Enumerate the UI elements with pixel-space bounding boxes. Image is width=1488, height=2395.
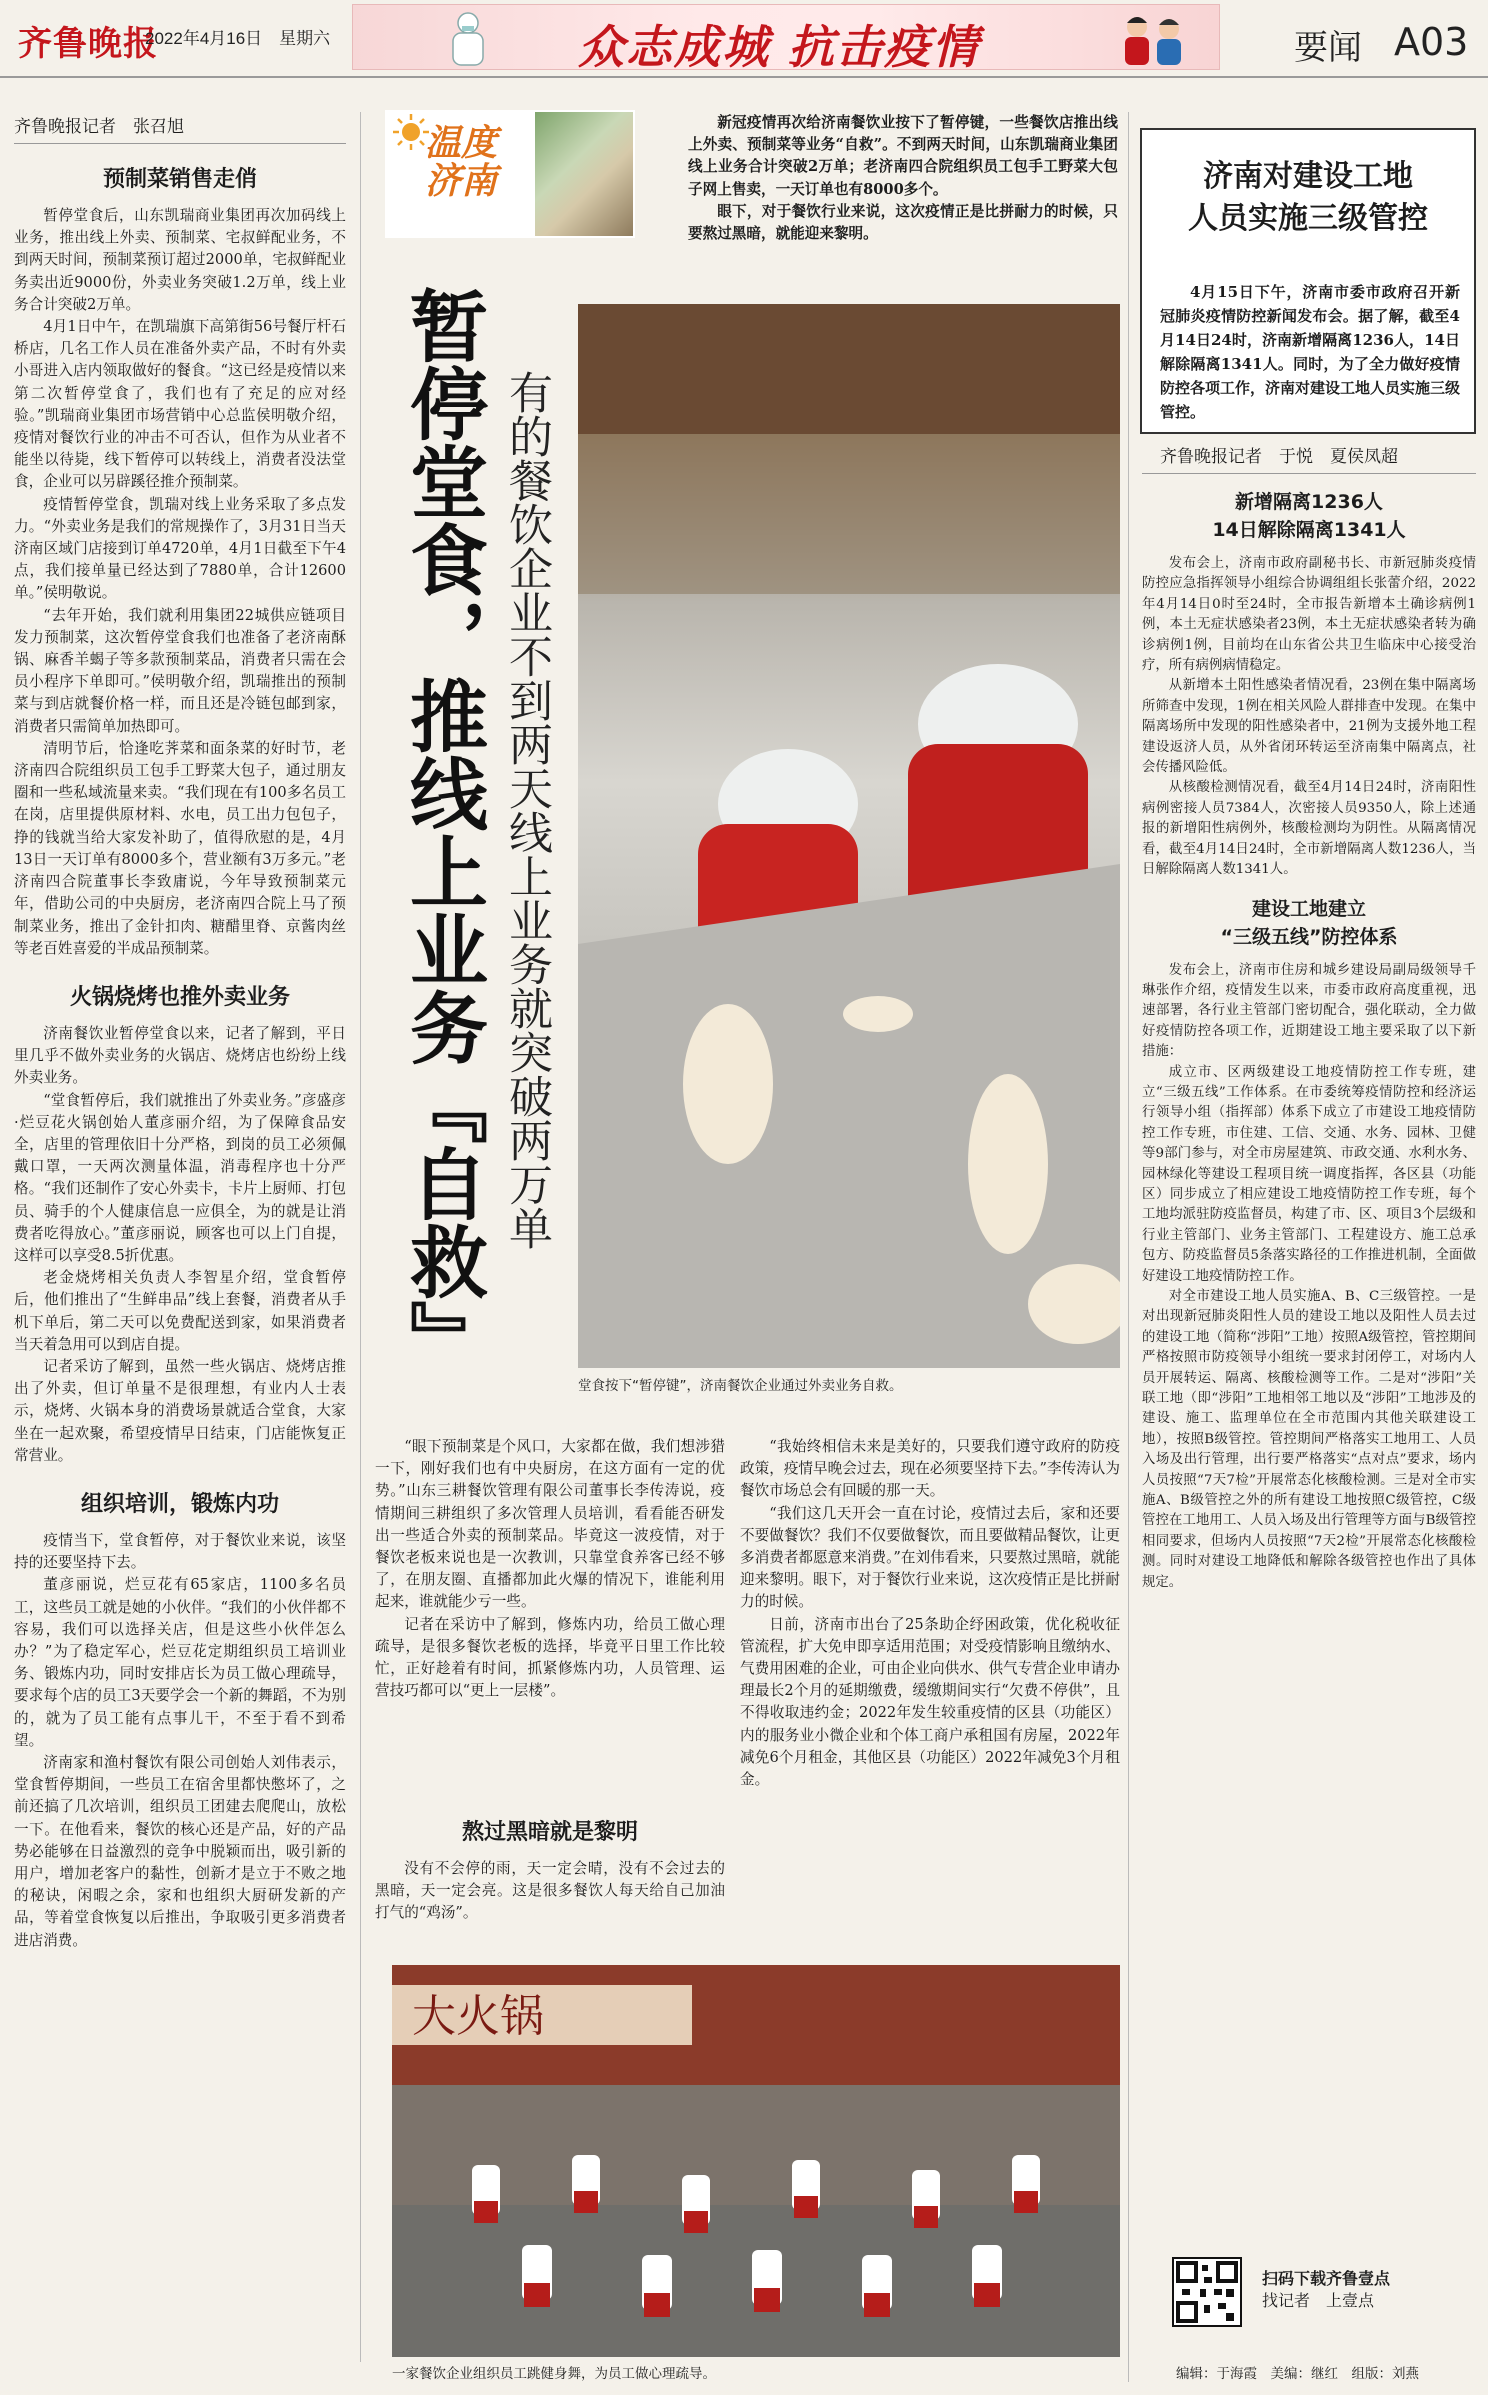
- paragraph: 成立市、区两级建设工地疫情防控工作专班，建立“三级五线”工作体系。在市委统筹疫情防控和经济运行领导小组（指挥部）体系下成立了市建设工地疫情防控工作专班，市住建、工信、交通、水务、园林、卫健等9部门参与，对全市房屋建筑、市政交通、水利水务、园林绿化等建设工程项目统一调度指挥，各区县（功能区）同步成立了相应建设工地疫情防控工作专班，每个工地均派驻防疫监督员，构建了市、区、项目3个层级和行业主管部门、业务主管部门、工程建设方、施工总承包方、防疫监督员5条落实路径的工作推进机制，全面做好建设工地疫情防控工作。: [1142, 1064, 1476, 1284]
- issue-date: 2022年4月16日 星期六: [145, 29, 331, 48]
- subheading-line: 14日解除隔离1341人: [1212, 519, 1406, 541]
- deck-headline: 有的餐饮企业不到两天线上业务就突破两万单: [501, 370, 552, 1250]
- box-headline-line: 济南对建设工地: [1203, 159, 1413, 194]
- header-divider: [0, 76, 1488, 78]
- paragraph: 从新增本土阳性感染者情况看，23例在集中隔离场所筛查中发现，1例在相关风险人群排查中发现。在集中隔离场所中发现的阳性感染者中，21例为支援外地工程建设返济人员，从外省闭环转运至济南集中隔离点，社会传播风险低。: [1142, 678, 1476, 776]
- medic-figure-icon: [433, 9, 503, 67]
- section-name: 要闻: [1294, 28, 1362, 68]
- editor-credits: 编辑：于海霞 美编：继红 组版：刘燕: [1176, 2366, 1419, 2382]
- kitchen-photo: [578, 304, 1120, 1368]
- paragraph: 日前，济南市出台了25条助企纾困政策，优化税收征管流程，扩大免申即享适用范围；对受疫情影响且缴纳水、气费用困难的企业，可由企业向供水、供气专营企业申请办理最长2个月的延期缴费，缓缴期间实行“欠费不停供”，且不得收取违约金；2022年发生较重疫情的区县（功能区）内的服务业小微企业和个体工商户承租国有房屋，2022年减免6个月租金，其他区县（功能区）2022年减免3个月租金。: [740, 1615, 1120, 1789]
- paragraph: 记者采访了解到，虽然一些火锅店、烧烤店推出了外卖，但订单量不是很理想，有业内人士表示，烧烤、火锅本身的消费场景就适合堂食，大家坐在一起欢聚，希望疫情早日结束，门店能恢复正常营业。: [14, 1357, 346, 1464]
- kitchen-scene: [578, 304, 1120, 1368]
- lede: [688, 112, 1118, 245]
- reporter-byline: 齐鲁晚报记者 张召旭: [14, 112, 346, 144]
- subheading-line: “三级五线”防控体系: [1220, 925, 1398, 948]
- subheading: [1142, 488, 1476, 544]
- paragraph: 暂停堂食后，山东凯瑞商业集团再次加码线上业务，推出线上外卖、预制菜、宅叔鲜配业务，不到两天时间，预制菜预订超过2000单，宅叔鲜配业务卖出近9000份，外卖业务突破1.2万单，线上业务合计突破2万单。: [14, 207, 346, 313]
- paragraph: “堂食暂停后，我们就推出了外卖业务。”彦盛彦·烂豆花火锅创始人董彦丽介绍，为了保障食品安全，店里的管理依旧十分严格，到岗的员工必须佩戴口罩，一天两次测量体温，消毒程序也十分严格。“我们还制作了安心外卖卡，卡片上厨师、打包员、骑手的个人健康信息一应俱全，为的就是让消费者吃得放心。”董彦丽说，顾客也可以上门自提，这样可以享受8.5折优惠。: [14, 1091, 346, 1264]
- paragraph: 没有不会停的雨，天一定会晴，没有不会过去的黑暗，天一定会亮。这是很多餐饮人每天给自己加油打气的“鸡汤”。: [375, 1860, 725, 1922]
- paragraph: 董彦丽说，烂豆花有65家店，1100多名员工，这些员工就是她的小伙伴。“我们的小伙伴都不容易，我们可以选择关店，但是这些小伙伴怎么办？”为了稳定军心，烂豆花定期组织员工培训业务、锻炼内功，同时安排店长为员工做心理疏导，要求每个店的员工3天要学会一个新的舞蹈，不为别的，就为了员工能有点事儿干，不至于看不到希望。: [14, 1576, 346, 1749]
- subheading: [1142, 895, 1476, 951]
- page-number: A03: [1394, 20, 1469, 64]
- dance-scene: [392, 1965, 1120, 2357]
- paragraph: 疫情暂停堂食，凯瑞对线上业务采取了多点发力。“外卖业务是我们的常规操作了，3月31日当天济南区域门店接到订单4720单，4月1日截至下午4点，我们接单量已经达到了7880单，合计12600单。”侯明敬说。: [14, 495, 346, 602]
- summary-box: [1140, 128, 1476, 434]
- paragraph: 济南餐饮业暂停堂食以来，记者了解到，平日里几乎不做外卖业务的火锅店、烧烤店也纷纷上线外卖业务。: [14, 1024, 346, 1087]
- paragraph: 对全市建设工地人员实施A、B、C三级管控。一是对出现新冠肺炎阳性人员的建设工地以及阳性人员去过的建设工地（简称“涉阳”工地）按照A级管控，管控期间严格按照市防疫领导小组统一要求封闭停工，对场内人员开展转运、隔离、核酸检测等工作。二是对“涉阳”关联工地（即“涉阳”工地相邻工地以及“涉阳”工地涉及的建设、施工、监理单位在全市范围内其他关联建设工地），按照B级管控。管控期间严格落实工地用工、人员入场及出行管理，出行要严格落实“点对点”要求，场内人员按照“7天7检”开展常态化核酸检测。三是对全市实施A、B级管控之外的所有建设工地按照C级管控，C级管控在工地用工、人员入场及出行管理等方面与B级管控相同要求，但场内人员按照“7天2检”开展常态化核酸检测。同时对建设工地降低和解除各级管控也作出了具体规定。: [1142, 1289, 1476, 1590]
- paragraph: 疫情当下，堂食暂停，对于餐饮业来说，该坚持的还要坚持下去。: [14, 1531, 346, 1572]
- photo-caption: 堂食按下“暂停键”，济南餐饮企业通过外卖业务自救。: [578, 1378, 903, 1394]
- lede-paragraph: 新冠疫情再次给济南餐饮业按下了暂停键，一些餐饮店推出线上外卖、预制菜等业务“自救”。不到两天时间，山东凯瑞商业集团线上业务合计突破2万单；老济南四合院组织员工包手工野菜大包子网上售卖，一天订单也有8000多个。: [688, 114, 1118, 198]
- paragraph: 济南家和渔村餐饮有限公司创始人刘伟表示，堂食暂停期间，一些员工在宿舍里都快憋坏了，之前还搞了几次培训，组织员工团建去爬爬山，放松一下。在他看来，餐饮的核心还是产品，好的产品势必能够在日益激烈的竞争中脱颖而出，吸引新的用户，增加老客户的黏性，创新才是立于不败之地的秘诀，闲暇之余，家和也组织大厨研发新的产品，等着堂食恢复以后推出，争取吸引更多消费者进店消费。: [14, 1754, 346, 1949]
- subheading-line: 新增隔离1236人: [1235, 491, 1383, 513]
- paragraph: 发布会上，济南市政府副秘书长、市新冠肺炎疫情防控应急指挥领导小组综合协调组组长张蕾介绍，2022年4月14日0时至24时，全市报告新增本土确诊病例1例，本土无症状感染者23例，本土无症状感染者转为确诊病例1例，目前均在山东省公共卫生临床中心接受治疗，所有病例病情稳定。: [1142, 556, 1476, 674]
- restaurant-sign: 大火锅: [412, 1991, 544, 2042]
- subheading-line: 建设工地建立: [1251, 897, 1366, 920]
- box-headline: [1142, 156, 1474, 240]
- qr-code-icon: [1174, 2259, 1240, 2325]
- subheading: 熬过黑暗就是黎明: [461, 1820, 638, 1845]
- subheading: 组织培训，锻炼内功: [80, 1491, 279, 1517]
- column-rule: [360, 112, 361, 2362]
- box-summary: 4月15日下午，济南市委市政府召开新冠肺炎疫情防控新闻发布会。据了解，截至4月14日24时，济南新增隔离1236人，14日解除隔离1341人。同时，为了全力做好疫情防控各项工作，济南对建设工地人员实施三级管控。: [1160, 283, 1461, 421]
- paragraph: 老金烧烤相关负责人李智星介绍，堂食暂停后，他们推出了“生鲜串品”线上套餐，消费者从手机下单后，第二天可以免费配送到家，如果消费者当天着急用可以到店自提。: [14, 1269, 346, 1353]
- qr-line: 找记者 上壹点: [1262, 2291, 1375, 2310]
- paragraph: “眼下预制菜是个风口，大家都在做，我们想涉猎一下，刚好我们也有中央厨房，在这方面有一定的优势。”山东三耕餐饮管理有限公司董事长李传涛说，疫情期间三耕组织了多次管理人员培训，看看能否研发出一些适合外卖的预制菜品。毕竟这一波疫情，对于餐饮老板来说也是一次教训，只靠堂食养客已经不够了，在朋友圈、直播都加此火爆的情况下，谁能利用起来，谁就能少亏一些。: [375, 1438, 725, 1611]
- paragraph: 记者在采访中了解到，修炼内功，给员工做心理疏导，是很多餐饮老板的选择，毕竟平日里工作比较忙，正好趁着有时间，抓紧修炼内功，人员管理、运营技巧都可以“更上一层楼”。: [375, 1615, 725, 1700]
- qr-code[interactable]: [1172, 2257, 1242, 2327]
- main-headline: 暂停堂食，推线上业务『自救』: [397, 286, 488, 1378]
- paragraph: “我们这几天开会一直在讨论，疫情过去后，家和还要不要做餐饮？我们不仅要做餐饮，而且要做精品餐饮，让更多消费者都愿意来消费。”在刘伟看来，只要熬过黑暗，就能迎来黎明。眼下，对于餐饮行业来说，这次疫情正是比拼耐力的时候。: [740, 1504, 1120, 1611]
- banner-title: 众志成城 抗击疫情: [578, 20, 981, 74]
- middle-column-2: [740, 1436, 1120, 1791]
- paragraph: “我始终相信未来是美好的，只要我们遵守政府的防疫政策，疫情早晚会过去，现在必须要坚持下去。”李传涛认为餐饮市场总会有回暖的那一天。: [740, 1438, 1120, 1500]
- qr-text: [1262, 2268, 1462, 2312]
- dawn-section: [375, 1815, 725, 1925]
- family-figures-icon: [1113, 11, 1193, 67]
- subheading: 火锅烧烤也推外卖业务: [69, 984, 290, 1010]
- dance-photo: [392, 1965, 1120, 2357]
- paragraph: 4月1日中午，在凯瑞旗下高第街56号餐厅杆石桥店，几名工作人员在准备外卖产品，不时有外卖小哥进入店内领取做好的餐食。“这已经是疫情以来第二次暂停堂食了，我们也有了充足的应对经验。”凯瑞商业集团市场营销中心总监侯明敬介绍，疫情对餐饮行业的冲击不可否认，但作为从业者不能坐以待毙，线下暂停可以转线上，消费者没法堂食，企业可以另辟蹊径推介预制菜。: [14, 318, 346, 491]
- column-label: 温度济南: [425, 122, 498, 202]
- subheading: 预制菜销售走俏: [102, 167, 257, 192]
- lede-paragraph: 眼下，对于餐饮行业来说，这次疫情正是比拼耐力的时候，只要熬过黑暗，就能迎来黎明。: [688, 202, 1118, 243]
- column-logo: [385, 110, 635, 238]
- middle-column-1: [375, 1436, 725, 1702]
- reporter-byline: 齐鲁晚报记者 于悦 夏侯凤超: [1142, 442, 1476, 474]
- right-column: [1142, 440, 1476, 1593]
- left-column: [14, 112, 346, 1952]
- box-headline-line: 人员实施三级管控: [1188, 201, 1428, 236]
- qr-line: 扫码下载齐鲁壹点: [1262, 2269, 1391, 2288]
- photo-caption: 一家餐饮企业组织员工跳健身舞，为员工做心理疏导。: [392, 2366, 716, 2382]
- paragraph: 清明节后，恰逢吃荠菜和面条菜的好时节，老济南四合院组织员工包手工野菜大包子，通过朋友圈和一些私域流量来卖。“我们现在有100多名员工在岗，店里提供原材料、水电，员工出力包包子，挣的钱就当给大家发补助了，值得欣慰的是，4月13日一天订单有8000多个，营业额有3万多元。”老济南四合院董事长李致庸说，今年导致预制菜元年，借助公司的中央厨房，老济南四合院上马了预制菜业务，推出了金针扣肉、糖醋里脊、京酱肉丝等老百姓喜爱的半成品预制菜。: [14, 739, 346, 957]
- paragraph: 发布会上，济南市住房和城乡建设局副局级领导千琳张作介绍，疫情发生以来，市委市政府高度重视，迅速部署，各行业主管部门密切配合，强化联动，全力做好疫情防控各项工作，近期建设工地主要采取了以下新措施：: [1142, 962, 1476, 1060]
- theme-banner: [352, 4, 1220, 74]
- column-logo-photo: [535, 112, 633, 236]
- masthead-logo: 齐鲁晚报: [18, 24, 158, 64]
- paragraph: “去年开始，我们就利用集团22城供应链项目发力预制菜，这次暂停堂食我们也准备了老济南酥锅、麻香羊蝎子等多款预制菜品，消费者只需在会员小程序下单即可。”侯明敬介绍，凯瑞推出的预制菜与到店就餐价格一样，而且还是冷链包邮到家，消费者只需简单加热即可。: [14, 606, 346, 735]
- column-rule: [1128, 112, 1129, 2382]
- paragraph: 从核酸检测情况看，截至4月14日24时，济南阳性病例密接人员7384人，次密接人员9350人，除上述通报的新增阳性病例外，核酸检测均为阴性。从隔离情况看，截至4月14日24时，全市新增隔离人数1236人，当日解除隔离人数1341人。: [1142, 780, 1476, 878]
